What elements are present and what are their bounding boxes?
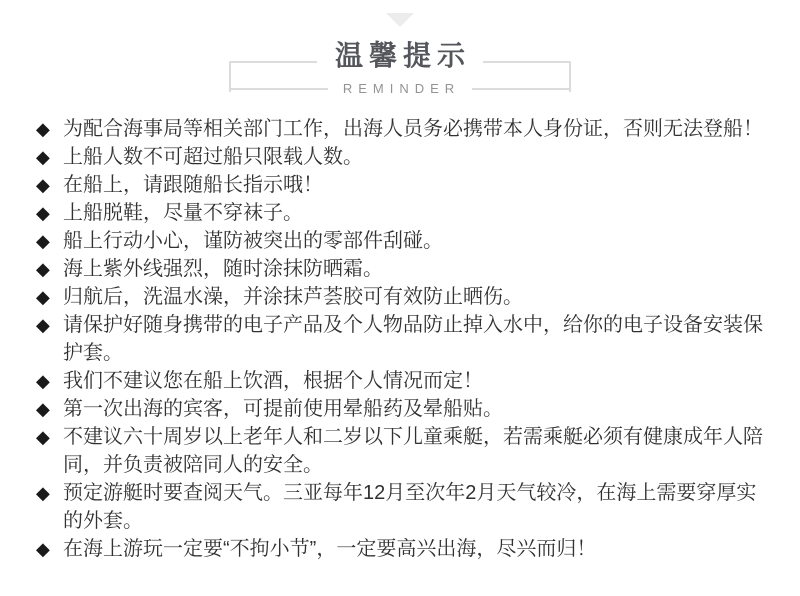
tip-text: 不建议六十周岁以上老年人和二岁以下儿童乘艇，若需乘艇必须有健康成年人陪同，并负责被陪同人的安全。	[63, 426, 763, 476]
tip-text: 在船上，请跟随船长指示哦！	[63, 174, 323, 196]
tips-list	[0, 115, 800, 563]
subtitle-row	[229, 81, 571, 97]
tip-text: 请保护好随身携带的电子产品及个人物品防止掉入水中，给你的电子设备安装保护套。	[63, 314, 763, 364]
tip-text: 第一次出海的宾客，可提前使用晕船药及晕船贴。	[63, 398, 503, 420]
diamond-bullet-icon: ◆	[36, 399, 50, 419]
down-triangle-icon	[386, 13, 414, 27]
tip-text: 上船人数不可超过船只限载人数。	[63, 146, 363, 168]
diamond-bullet-icon: ◆	[36, 175, 50, 195]
tip-text: 为配合海事局等相关部门工作，出海人员务必携带本人身份证，否则无法登船！	[63, 118, 763, 140]
diamond-bullet-icon: ◆	[36, 427, 50, 447]
page-subtitle: REMINDER	[342, 81, 461, 96]
page-title: 温馨提示	[335, 40, 472, 71]
tip-item	[36, 311, 770, 367]
diamond-bullet-icon: ◆	[36, 119, 50, 139]
tip-item	[36, 255, 770, 283]
tip-text: 船上行动小心，谨防被突出的零部件刮碰。	[63, 230, 443, 252]
tip-item	[36, 479, 770, 535]
diamond-bullet-icon: ◆	[36, 539, 50, 559]
reminder-notice-page	[0, 13, 800, 563]
frame-left-cap	[229, 62, 231, 92]
diamond-bullet-icon: ◆	[36, 483, 50, 503]
diamond-bullet-icon: ◆	[36, 203, 50, 223]
title-left-line	[229, 61, 317, 63]
tip-item	[36, 143, 770, 171]
diamond-bullet-icon: ◆	[36, 315, 50, 335]
tip-text: 上船脱鞋，尽量不穿袜子。	[63, 202, 303, 224]
tip-text: 我们不建议您在船上饮酒，根据个人情况而定！	[63, 370, 483, 392]
tip-item	[36, 115, 770, 143]
tip-item	[36, 535, 770, 563]
diamond-bullet-icon: ◆	[36, 147, 50, 167]
tip-item	[36, 423, 770, 479]
title-row	[229, 41, 571, 71]
tip-text: 海上紫外线强烈，随时涂抹防晒霜。	[63, 258, 383, 280]
tip-item	[36, 395, 770, 423]
tip-item	[36, 171, 770, 199]
tip-item	[36, 283, 770, 311]
diamond-bullet-icon: ◆	[36, 231, 50, 251]
tip-text: 预定游艇时要查阅天气。三亚每年12月至次年2月天气较冷，在海上需要穿厚实的外套。	[63, 482, 757, 532]
tip-text: 归航后，洗温水澡，并涂抹芦荟胶可有效防止晒伤。	[63, 286, 523, 308]
diamond-bullet-icon: ◆	[36, 259, 50, 279]
header-block	[229, 41, 571, 97]
tip-item	[36, 199, 770, 227]
subtitle-left-line	[229, 88, 328, 90]
tip-item	[36, 227, 770, 255]
subtitle-right-line	[472, 88, 571, 90]
diamond-bullet-icon: ◆	[36, 287, 50, 307]
tip-text: 在海上游玩一定要“不拘小节”，一定要高兴出海，尽兴而归！	[63, 538, 597, 560]
title-right-line	[483, 61, 571, 63]
diamond-bullet-icon: ◆	[36, 371, 50, 391]
tip-item	[36, 367, 770, 395]
frame-right-cap	[569, 62, 571, 92]
